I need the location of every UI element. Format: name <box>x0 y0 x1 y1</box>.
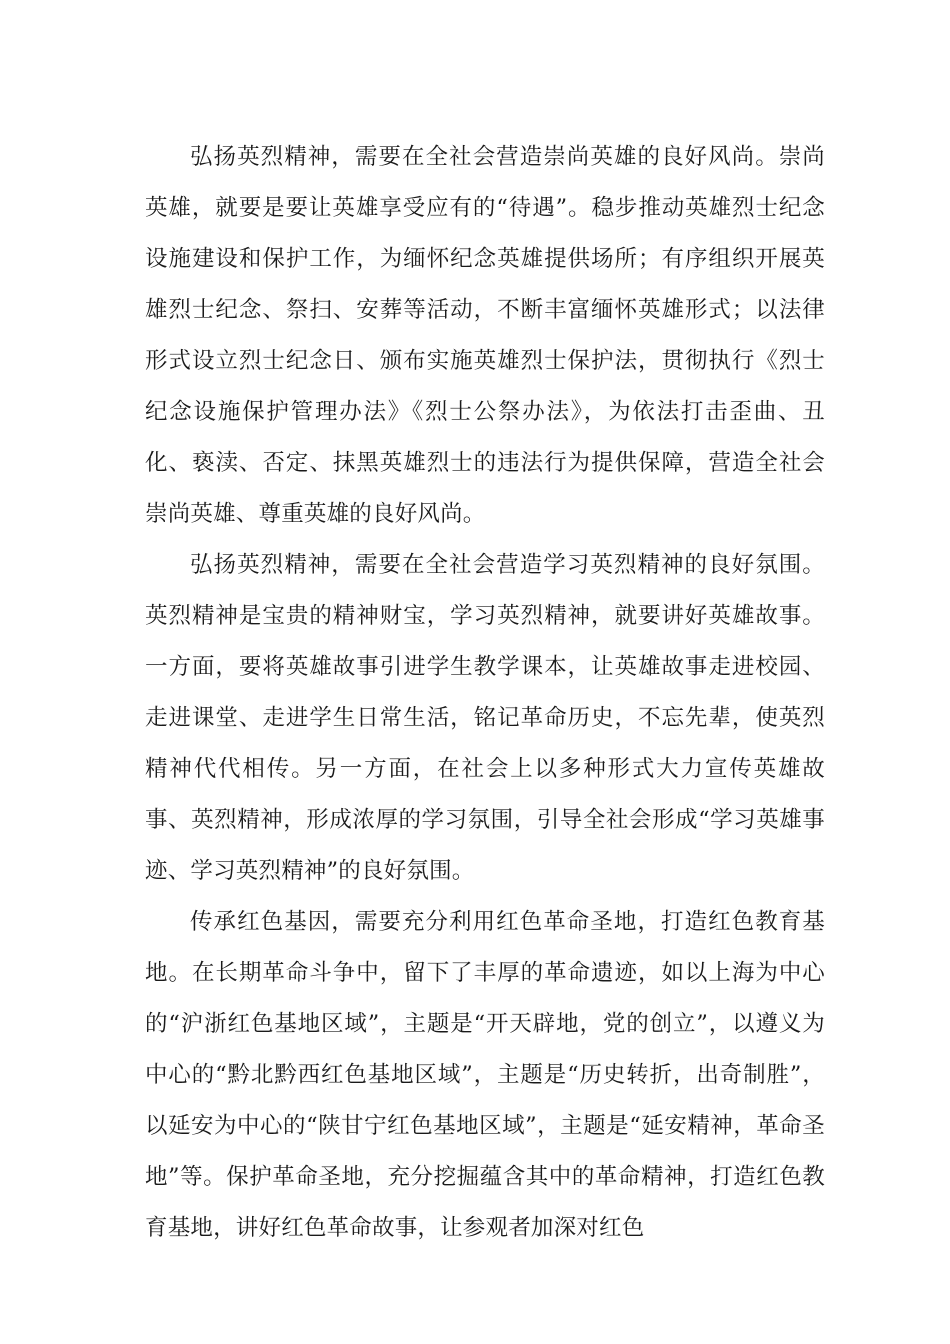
document-body <box>145 132 825 1254</box>
paragraph-heroes-respect: 弘扬英烈精神，需要在全社会营造崇尚英雄的良好风尚。崇尚英雄，就要是要让英雄享受应有的“待遇”。稳步推动英雄烈士纪念设施建设和保护工作，为缅怀纪念英雄提供场所；有序组织开展英雄烈士纪念、祭扫、安葬等活动，不断丰富缅怀英雄形式；以法律形式设立烈士纪念日、颁布实施英雄烈士保护法，贯彻执行《烈士纪念设施保护管理办法》《烈士公祭办法》，为依法打击歪曲、丑化、亵渎、否定、抹黑英雄烈士的违法行为提供保障，营造全社会崇尚英雄、尊重英雄的良好风尚。 <box>145 144 825 527</box>
paragraph-red-gene: 传承红色基因，需要充分利用红色革命圣地，打造红色教育基地。在长期革命斗争中，留下了丰厚的革命遗迹，如以上海为中心的“沪浙红色基地区域”，主题是“开天辟地，党的创立”，以遵义为中心的“黔北黔西红色基地区域”，主题是“历史转折，出奇制胜”，以延安为中心的“陕甘宁红色基地区域”，主题是“延安精神，革命圣地”等。保护革命圣地，充分挖掘蕴含其中的革命精神，打造红色教育基地，讲好红色革命故事，让参观者加深对红色 <box>145 909 825 1241</box>
paragraph-heroes-learning: 弘扬英烈精神，需要在全社会营造学习英烈精神的良好氛围。英烈精神是宝贵的精神财宝，学习英烈精神，就要讲好英雄故事。一方面，要将英雄故事引进学生教学课本，让英雄故事走进校园、走进课堂、走进学生日常生活，铭记革命历史，不忘先辈，使英烈精神代代相传。另一方面，在社会上以多种形式大力宣传英雄故事、英烈精神，形成浓厚的学习氛围，引导全社会形成“学习英雄事迹、学习英烈精神”的良好氛围。 <box>145 552 825 884</box>
